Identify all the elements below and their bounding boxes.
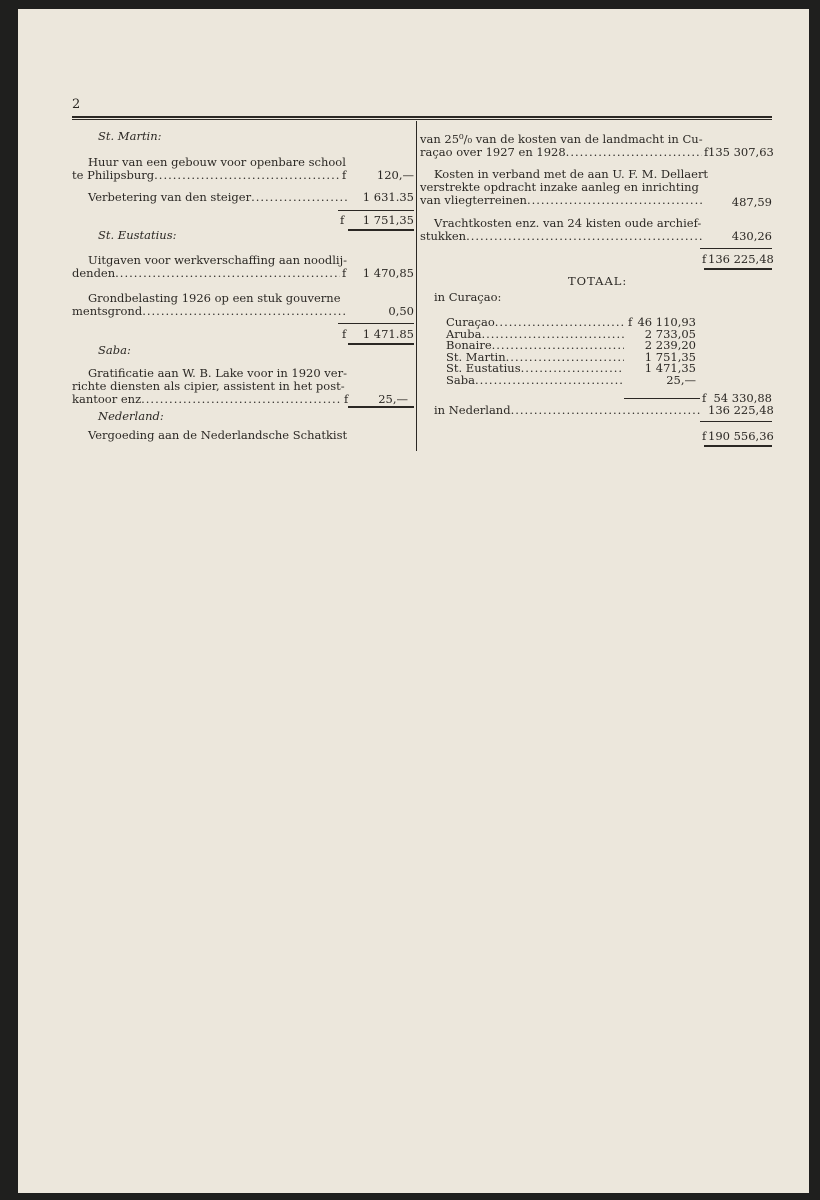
st-martin-item1-text: te Philipsburg [72,168,155,182]
leader-dots [466,230,702,243]
st-eustatius-item2-text: mentsgrond [72,304,143,318]
totaal-row-amount: 25,— [666,373,696,387]
currency-f: f [340,213,345,227]
totaal-row-amount: 46 110,93 [637,315,696,329]
leader-dots [154,169,340,182]
totaal-row-amount: 2 239,20 [644,338,696,352]
header-rule-thin [72,119,772,120]
st-martin-item1-amount: 120,— [376,168,414,182]
total-double-rule [704,445,772,447]
saba-item1-text: kantoor enz [72,392,142,406]
right-item1-line2 [420,146,702,159]
leader-dots [115,267,340,280]
currency-f: f [704,145,709,159]
saba-item1-line3 [72,393,340,406]
right-item3-line1: Vrachtkosten enz. van 24 kisten oude archief- [434,216,702,230]
total-double-rule [348,343,414,345]
nederland-item1-line1: Vergoeding aan de Nederlandsche Schatkist [88,428,348,442]
heading-st-martin: St. Martin: [98,129,162,143]
totaal-row-text: Bonaire [446,338,492,352]
leader-dots [511,404,700,417]
document-page [18,9,809,1193]
st-eustatius-item1-line1: Uitgaven voor werkverschaffing aan noodlij- [88,253,348,267]
right-item2-line2: verstrekte opdracht inzake aanleg en inrichting [420,180,699,194]
currency-f: f [344,392,349,406]
heading-st-eustatius: St. Eustatius: [98,228,177,242]
saba-item1-line2: richte diensten als cipier, assistent in het post- [72,379,345,393]
st-martin-total-amount: 1 751,35 [362,213,414,227]
leader-dots [251,191,350,204]
grand-total-amount: 190 556,36 [708,429,774,443]
nederland-label: in Nederland [434,403,511,417]
leader-dots [141,393,340,406]
st-eustatius-item2-line2 [72,305,348,318]
currency-f: f [342,168,347,182]
totaal-row-amount: 1 751,35 [644,350,696,364]
right-item2-line3 [420,194,702,207]
saba-item1-amount: 25,— [378,392,408,406]
right-item3-amount: 430,26 [731,229,772,243]
right-item1-text: raçao over 1927 en 1928 [420,145,566,159]
sum-rule [338,210,414,211]
right-item3-text: stukken [420,229,467,243]
column-divider [416,121,417,451]
currency-f: f [342,327,347,341]
currency-f: f [628,315,633,329]
currency-f: f [702,252,707,266]
st-eustatius-item2-amount: 0,50 [388,304,414,318]
curacao-sum-amount: 54 330,88 [713,391,772,405]
right-item1-amount: 135 307,63 [708,145,774,159]
totaal-row-amount: 1 471,35 [644,361,696,375]
totaal-row-text: Saba [446,373,475,387]
leader-dots [142,305,348,318]
totaal-row-label [446,374,624,387]
totaal-row-text: St. Martin [446,350,506,364]
totaal-row-text: St. Eustatius [446,361,521,375]
currency-f: f [702,429,707,443]
leader-dots [566,146,702,159]
saba-item1-line1: Gratificatie aan W. B. Lake voor in 1920 ver- [88,366,347,380]
right-item2-text: van vliegterreinen [420,193,527,207]
currency-f: f [702,391,707,405]
sum-rule [338,323,414,324]
st-martin-item2 [88,191,350,204]
st-eustatius-item1-text: denden [72,266,116,280]
total-double-rule [348,406,414,408]
st-martin-item2-text: Verbetering van den steiger [88,190,252,204]
totaal-heading: TOTAAL: [568,274,628,288]
right-item1-line1: van 25⁰/₀ van de kosten van de landmacht in Cu- [420,132,703,146]
sum-rule [700,421,772,422]
totaal-row-text: Curaçao [446,315,495,329]
heading-saba: Saba: [98,343,131,357]
right-subtotal-amount: 136 225,48 [708,252,774,266]
st-martin-item1-line1: Huur van een gebouw voor openbare school [88,155,346,169]
in-curacao-label: in Curaçao: [434,290,502,304]
currency-f: f [342,266,347,280]
sum-rule [624,398,700,399]
nederland-row [434,404,700,417]
st-martin-item2-amount: 1 631.35 [362,190,414,204]
st-eustatius-total-amount: 1 471.85 [362,327,414,341]
st-eustatius-item1-line2 [72,267,340,280]
right-item3-line2 [420,230,702,243]
heading-nederland: Nederland: [98,409,164,423]
st-eustatius-item2-line1: Grondbelasting 1926 op een stuk gouverne [88,291,341,305]
page-number: 2 [72,97,81,112]
leader-dots [527,194,702,207]
nederland-amount: 136 225,48 [708,403,774,417]
st-martin-item1-line2 [72,169,340,182]
st-eustatius-item1-amount: 1 470,85 [362,266,414,280]
header-rule [72,116,772,118]
right-item2-line1: Kosten in verband met de aan U. F. M. Dellaert [434,167,709,181]
totaal-row-amount: 2 733,05 [644,327,696,341]
right-item2-amount: 487,59 [731,195,772,209]
total-double-rule [704,268,772,270]
total-double-rule [348,229,414,231]
sum-rule [700,248,772,249]
totaal-row-text: Aruba [446,327,482,341]
leader-dots [475,374,624,387]
